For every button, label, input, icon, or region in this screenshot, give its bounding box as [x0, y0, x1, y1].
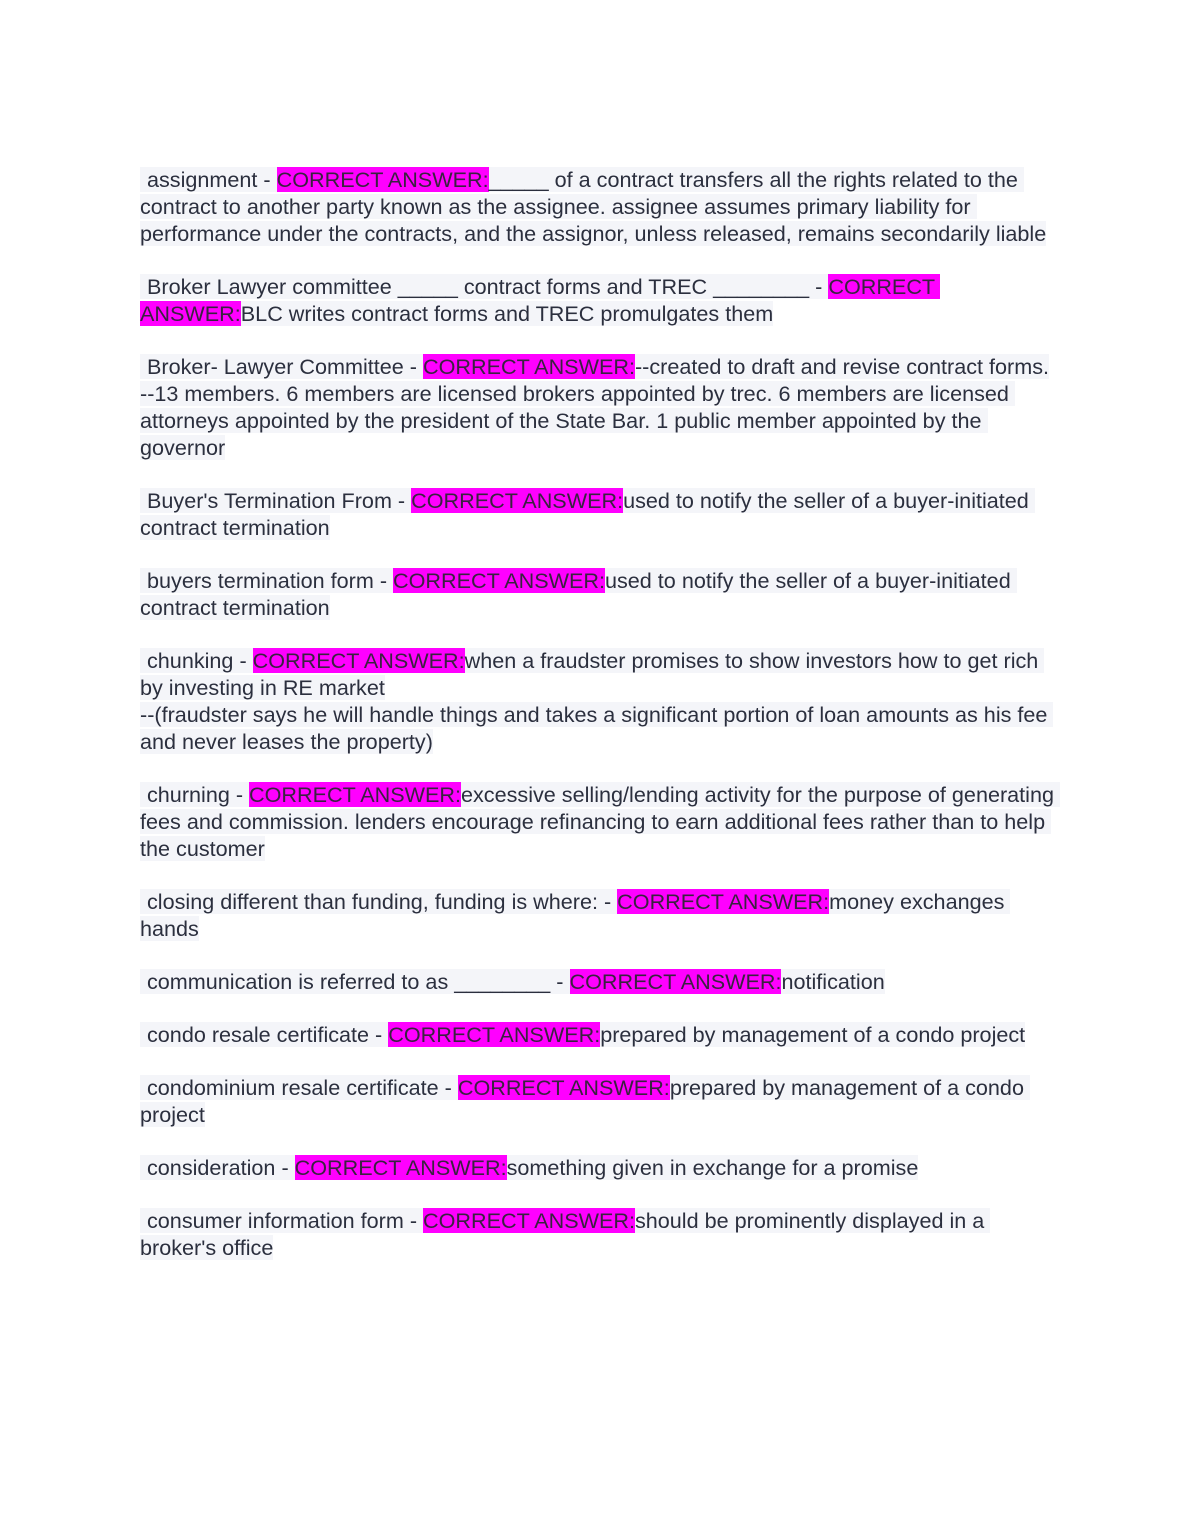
list-item [140, 1154, 1055, 1181]
definition: when a fraudster promises to show investors how to get rich by investing in RE market [140, 648, 1045, 700]
correct-answer-label: CORRECT ANSWER: [411, 488, 624, 513]
definition-extra: --(fraudster says he will handle things and takes a significant portion of loan amounts as his fee and never leases the property) [140, 702, 1054, 754]
definition: --created to draft and revise contract forms. [634, 354, 1050, 379]
correct-answer-label: CORRECT ANSWER: [393, 568, 605, 593]
term: Buyer's Termination From - [140, 488, 411, 513]
correct-answer-label: CORRECT ANSWER: [569, 969, 782, 994]
definition: used to notify the seller of a buyer-initiated contract termination [140, 568, 1017, 620]
correct-answer-label: CORRECT ANSWER: [457, 1075, 670, 1100]
list-item [140, 1074, 1055, 1128]
flashcard-list [140, 166, 1060, 1287]
list-item [140, 567, 1055, 621]
correct-answer-label: CORRECT ANSWER: [276, 167, 489, 192]
term: buyers termination form - [140, 568, 393, 593]
list-item [140, 166, 1055, 247]
definition: money exchanges hands [140, 889, 1011, 941]
list-item [140, 487, 1055, 541]
list-item [140, 353, 1055, 461]
correct-answer-label: CORRECT ANSWER: [252, 648, 465, 673]
definition: should be prominently displayed in a broker's office [140, 1208, 991, 1260]
correct-answer-label: CORRECT ANSWER: [423, 354, 635, 379]
term: Broker Lawyer committee _____ contract forms and TREC ________ - [140, 274, 828, 299]
correct-answer-label: CORRECT ANSWER: [294, 1155, 507, 1180]
correct-answer-label: CORRECT ANSWER: [140, 274, 940, 326]
correct-answer-label: CORRECT ANSWER: [617, 889, 830, 914]
list-item [140, 888, 1055, 942]
term: condo resale certificate - [140, 1022, 388, 1047]
term: condominium resale certificate - [140, 1075, 458, 1100]
list-item [140, 968, 1055, 995]
definition: prepared by management of a condo project [140, 1075, 1030, 1127]
list-item [140, 781, 1060, 862]
term: communication is referred to as ________ - [140, 969, 570, 994]
list-item [140, 647, 1055, 755]
list-item [140, 1021, 1055, 1048]
definition: something given in exchange for a promise [506, 1155, 919, 1180]
term: consumer information form - [140, 1208, 423, 1233]
correct-answer-label: CORRECT ANSWER: [388, 1022, 601, 1047]
definition: used to notify the seller of a buyer-initiated contract termination [140, 488, 1035, 540]
term: assignment - [140, 167, 277, 192]
definition-extra: --13 members. 6 members are licensed brokers appointed by trec. 6 members are licensed attorneys appointed by the president of the State Bar. 1 public member appointed by the governor [140, 381, 1015, 460]
term: churning - [140, 782, 249, 807]
term: Broker- Lawyer Committee - [140, 354, 423, 379]
definition: prepared by management of a condo project [600, 1022, 1026, 1047]
list-item [140, 273, 1055, 327]
definition: excessive selling/lending activity for the purpose of generating fees and commission. lenders encourage refinancing to earn additional fees rather than to help the customer [140, 782, 1060, 861]
definition: _____ of a contract transfers all the rights related to the contract to another party known as the assignee. assignee assumes primary liability for performance under the contracts, and the assignor, unless released, remains secondarily liable [140, 167, 1047, 246]
correct-answer-label: CORRECT ANSWER: [423, 1208, 635, 1233]
correct-answer-label: CORRECT ANSWER: [249, 782, 461, 807]
definition: notification [781, 969, 885, 994]
term: chunking - [140, 648, 253, 673]
term: closing different than funding, funding is where: - [140, 889, 617, 914]
list-item [140, 1207, 1055, 1261]
definition: BLC writes contract forms and TREC promulgates them [240, 301, 774, 326]
term: consideration - [140, 1155, 295, 1180]
